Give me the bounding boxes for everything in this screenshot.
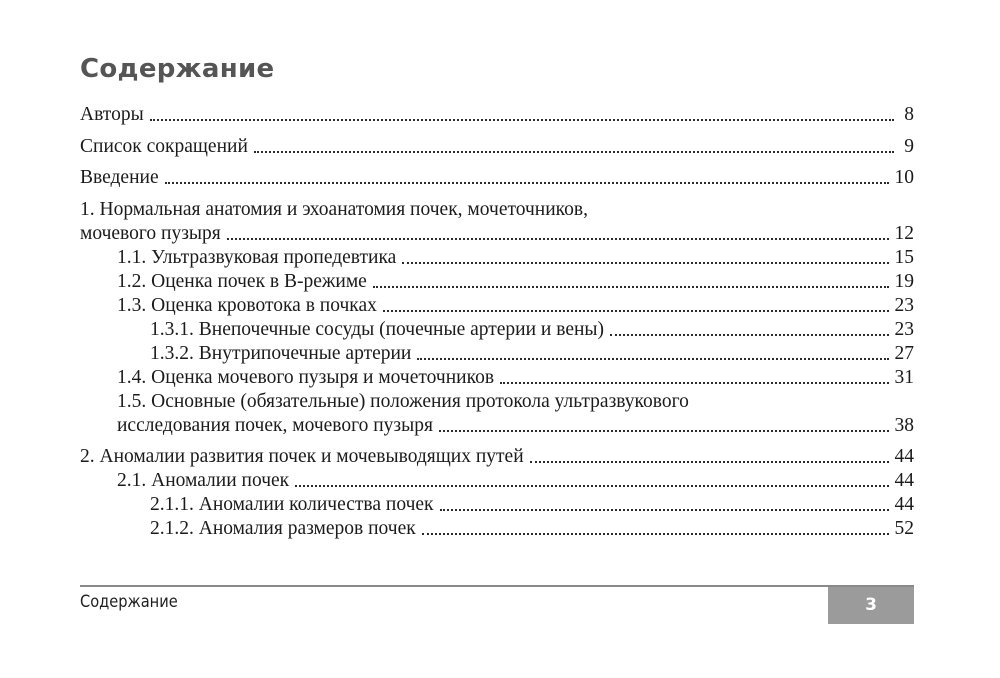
toc-entry-page: 44 — [894, 470, 914, 491]
toc-entry[interactable] — [80, 366, 914, 390]
toc-entry[interactable] — [80, 414, 914, 438]
toc-entry-page: 8 — [904, 104, 914, 125]
toc-entry-title-line1: 1. Нормальная анатомия и эхоанатомия почек, мочеточников, — [80, 198, 588, 220]
toc-entry[interactable] — [80, 445, 914, 469]
toc-entry-page: 23 — [894, 318, 914, 340]
toc-entry-page: 27 — [894, 342, 914, 364]
dot-leader — [439, 430, 889, 432]
toc-entry-title: 1.3.2. Внутрипочечные артерии — [150, 342, 412, 364]
toc-entry-page: 44 — [894, 446, 914, 467]
toc-entry-page: 23 — [894, 294, 914, 316]
toc-entry[interactable] — [80, 318, 914, 342]
toc-entry-title: исследования почек, мочевого пузыря — [117, 414, 433, 436]
dot-leader — [150, 119, 894, 121]
toc-entry-title: 1.3.1. Внепочечные сосуды (почечные артерии и вены) — [150, 318, 605, 340]
dot-leader — [530, 461, 889, 463]
toc-entry[interactable] — [80, 469, 914, 493]
dot-leader — [227, 238, 889, 240]
toc-entry-title: Список сокращений — [80, 135, 248, 157]
toc-entry-title: 2. Аномалии развития почек и мочевыводящих путей — [80, 446, 524, 467]
toc-entry-title-line1: 1.5. Основные (обязательные) положения протокола ультразвукового — [117, 390, 689, 412]
dot-leader — [383, 310, 889, 312]
toc-entry-page: 44 — [894, 494, 914, 515]
dot-leader — [610, 334, 888, 336]
toc-entry-page: 52 — [894, 518, 914, 539]
toc-entry-page: 12 — [894, 222, 914, 244]
toc-entry-title: Авторы — [80, 104, 144, 125]
dot-leader — [500, 382, 888, 384]
toc-entry[interactable] — [80, 493, 914, 517]
dot-leader — [440, 509, 889, 511]
page-title: Содержание — [80, 54, 275, 84]
footer-divider — [80, 585, 914, 587]
toc-entry[interactable] — [80, 517, 914, 541]
toc-entry[interactable] — [80, 135, 914, 159]
table-of-contents — [80, 103, 914, 541]
toc-entry-title: 2.1.1. Аномалии количества почек — [150, 494, 434, 515]
toc-entry-title: 1.4. Оценка мочевого пузыря и мочеточников — [117, 366, 495, 388]
toc-entry-title: 1.1. Ультразвуковая пропедевтика — [117, 246, 397, 268]
toc-entry[interactable] — [80, 270, 914, 294]
toc-entry-page: 19 — [894, 270, 914, 292]
toc-entry-title: 1.3. Оценка кровотока в почках — [117, 294, 377, 316]
dot-leader — [254, 151, 894, 153]
toc-entry-title: 2.1. Аномалии почек — [117, 470, 290, 491]
toc-entry[interactable] — [80, 294, 914, 318]
toc-entry-page: 38 — [894, 414, 914, 436]
toc-entry-title: 1.2. Оценка почек в В-режиме — [117, 270, 367, 292]
dot-leader — [417, 358, 888, 360]
dot-leader — [373, 286, 889, 288]
dot-leader — [165, 182, 889, 184]
toc-entry-title: 2.1.2. Аномалия размеров почек — [150, 518, 416, 539]
toc-entry[interactable] — [80, 103, 914, 127]
toc-entry-page: 9 — [904, 135, 914, 157]
dot-leader — [422, 533, 889, 535]
toc-entry-title: Введение — [80, 167, 159, 188]
dot-leader — [402, 262, 888, 264]
toc-entry-page: 10 — [894, 167, 914, 188]
toc-entry[interactable] — [80, 342, 914, 366]
toc-entry-page: 15 — [894, 246, 914, 268]
dot-leader — [295, 485, 888, 487]
toc-entry-title: мочевого пузыря — [80, 222, 221, 244]
toc-entry-page: 31 — [894, 366, 914, 388]
toc-entry[interactable] — [80, 166, 914, 190]
toc-entry[interactable] — [80, 222, 914, 246]
toc-entry[interactable] — [80, 246, 914, 270]
footer-section-label: Содержание — [80, 592, 178, 612]
page-number-badge: 3 — [828, 587, 914, 624]
